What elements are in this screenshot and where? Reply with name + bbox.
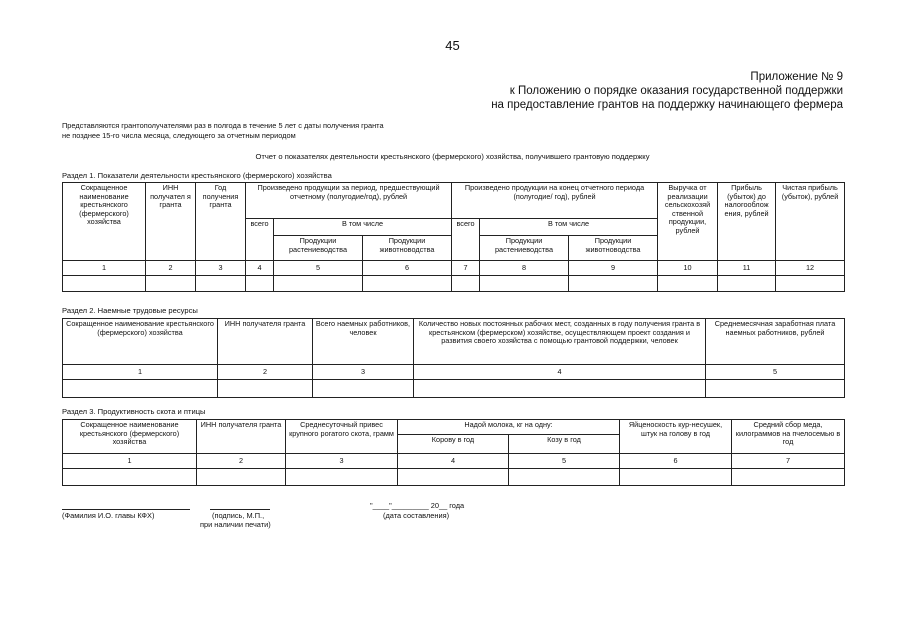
s1-header-animal-a: Продукции животноводства <box>363 236 452 261</box>
s3-cell[interactable] <box>398 469 509 486</box>
s3-header-inn: ИНН получателя гранта <box>197 420 286 454</box>
s1-header-total-b: всего <box>452 219 480 261</box>
name-caption: (Фамилия И.О. главы КФХ) <box>62 511 155 520</box>
s1-cell[interactable] <box>63 276 146 292</box>
s2-cell[interactable] <box>313 380 414 398</box>
s2-cell[interactable] <box>706 380 845 398</box>
s1-num-2: 2 <box>146 261 196 276</box>
s2-num-5: 5 <box>706 365 845 380</box>
s1-header-profit: Прибыль (убыток) до налогооблож ения, рублей <box>718 183 776 261</box>
s2-cell[interactable] <box>218 380 313 398</box>
s3-cell[interactable] <box>286 469 398 486</box>
s2-header-name: Сокращенное наименование крестьянского (фермерского) хозяйства <box>63 319 218 365</box>
s1-header-period: Произведено продукции за период, предшествующий отчетному (полугодие/год), рублей <box>246 183 452 219</box>
s1-cell[interactable] <box>196 276 246 292</box>
s3-num-1: 1 <box>63 454 197 469</box>
signature-line[interactable] <box>210 509 270 510</box>
s1-header-incl-a: В том числе <box>274 219 452 236</box>
s2-cell[interactable] <box>63 380 218 398</box>
annex-line-2: к Положению о порядке оказания государственной поддержки <box>509 85 843 97</box>
s3-header-milk: Надой молока, кг на одну: <box>398 420 620 435</box>
report-title: Отчет о показателях деятельности крестьянского (фермерского) хозяйства, получившего грантовую поддержку <box>255 152 650 161</box>
s1-cell[interactable] <box>274 276 363 292</box>
submission-note <box>62 121 384 140</box>
s1-cell[interactable] <box>246 276 274 292</box>
s3-num-3: 3 <box>286 454 398 469</box>
s3-header-honey: Средний сбор меда, килограммов на пчелосемью в год <box>732 420 845 454</box>
s1-num-1: 1 <box>63 261 146 276</box>
s1-cell[interactable] <box>146 276 196 292</box>
section-3-table <box>62 419 845 486</box>
name-signature-line[interactable] <box>62 509 190 510</box>
s2-header-salary: Среднемесячная заработная плата наемных работников, рублей <box>706 319 845 365</box>
s3-num-6: 6 <box>620 454 732 469</box>
s3-num-4: 4 <box>398 454 509 469</box>
s3-header-eggs: Яйценоскость кур-несушек, штук на голову в год <box>620 420 732 454</box>
s3-cell[interactable] <box>63 469 197 486</box>
section-1-table <box>62 182 845 292</box>
s1-num-10: 10 <box>658 261 718 276</box>
date-caption: (дата составления) <box>383 511 450 520</box>
s1-header-total-a: всего <box>246 219 274 261</box>
s3-num-7: 7 <box>732 454 845 469</box>
s2-data-row <box>63 380 845 398</box>
s1-num-7: 7 <box>452 261 480 276</box>
s3-header-name: Сокращенное наименование крестьянского (фермерского) хозяйства <box>63 420 197 454</box>
annex-line-1: Приложение № 9 <box>750 71 843 83</box>
s3-cell[interactable] <box>620 469 732 486</box>
signature-caption-1: (подпись, М.П., <box>212 511 265 520</box>
s3-data-row <box>63 469 845 486</box>
s1-cell[interactable] <box>480 276 569 292</box>
s1-num-12: 12 <box>776 261 845 276</box>
s1-num-3: 3 <box>196 261 246 276</box>
s1-header-year: Год получения гранта <box>196 183 246 261</box>
s1-header-net: Чистая прибыль (убыток), рублей <box>776 183 845 261</box>
s1-header-crop-b: Продукции растениеводства <box>480 236 569 261</box>
note-line-1: Представляются грантополучателями раз в полгода в течение 5 лет с даты получения гранта <box>62 121 384 130</box>
s1-num-6: 6 <box>363 261 452 276</box>
s2-num-1: 1 <box>63 365 218 380</box>
annex-header <box>491 70 843 112</box>
s1-data-row <box>63 276 845 292</box>
s3-cell[interactable] <box>509 469 620 486</box>
s1-header-end: Произведено продукции на конец отчетного периода (полугодие/ год), рублей <box>452 183 658 219</box>
s1-num-11: 11 <box>718 261 776 276</box>
s1-header-revenue: Выручка от реализации сельскохозяй ственной продукции, рублей <box>658 183 718 261</box>
s2-header-inn: ИНН получателя гранта <box>218 319 313 365</box>
s1-num-5: 5 <box>274 261 363 276</box>
s2-num-4: 4 <box>414 365 706 380</box>
s1-cell[interactable] <box>569 276 658 292</box>
date-field[interactable]: "____"_________ 20__ года <box>370 501 465 510</box>
s3-header-goat: Козу в год <box>509 435 620 454</box>
s1-cell[interactable] <box>363 276 452 292</box>
s1-cell[interactable] <box>718 276 776 292</box>
note-line-2: не позднее 15-го числа месяца, следующего за отчетным периодом <box>62 130 296 140</box>
s1-cell[interactable] <box>452 276 480 292</box>
s1-num-4: 4 <box>246 261 274 276</box>
s3-cell[interactable] <box>197 469 286 486</box>
s2-header-workers: Всего наемных работников, человек <box>313 319 414 365</box>
section-3-title: Раздел 3. Продуктивность скота и птицы <box>62 407 206 416</box>
s3-header-cow: Корову в год <box>398 435 509 454</box>
s1-cell[interactable] <box>658 276 718 292</box>
signature-caption-2: при наличии печати) <box>200 520 271 529</box>
s1-num-8: 8 <box>480 261 569 276</box>
section-1-title: Раздел 1. Показатели деятельности крестьянского (фермерского) хозяйства <box>62 171 332 180</box>
s1-header-name: Сокращенное наименование крестьянского (фермерского) хозяйства <box>63 183 146 261</box>
s1-header-crop-a: Продукции растениеводства <box>274 236 363 261</box>
s2-header-new-jobs: Количество новых постоянных рабочих мест, созданных в году получения гранта в крестьянском (фермерском) хозяйстве, осуществляющем проект создания и развития своего хозяйства с помощью грантовой поддержки, человек <box>414 319 706 365</box>
s2-num-3: 3 <box>313 365 414 380</box>
s1-num-9: 9 <box>569 261 658 276</box>
s3-num-2: 2 <box>197 454 286 469</box>
section-2-title: Раздел 2. Наемные трудовые ресурсы <box>62 306 198 315</box>
s1-cell[interactable] <box>776 276 845 292</box>
s1-header-incl-b: В том числе <box>480 219 658 236</box>
s2-num-2: 2 <box>218 365 313 380</box>
s1-header-inn: ИНН получател я гранта <box>146 183 196 261</box>
s1-header-animal-b: Продукции животноводства <box>569 236 658 261</box>
section-2-table <box>62 318 845 398</box>
s3-header-gain: Среднесуточный привес крупного рогатого скота, грамм <box>286 420 398 454</box>
s3-cell[interactable] <box>732 469 845 486</box>
s2-cell[interactable] <box>414 380 706 398</box>
page-number: 45 <box>445 38 460 53</box>
annex-line-3: на предоставление грантов на поддержку начинающего фермера <box>491 99 843 111</box>
s3-num-5: 5 <box>509 454 620 469</box>
